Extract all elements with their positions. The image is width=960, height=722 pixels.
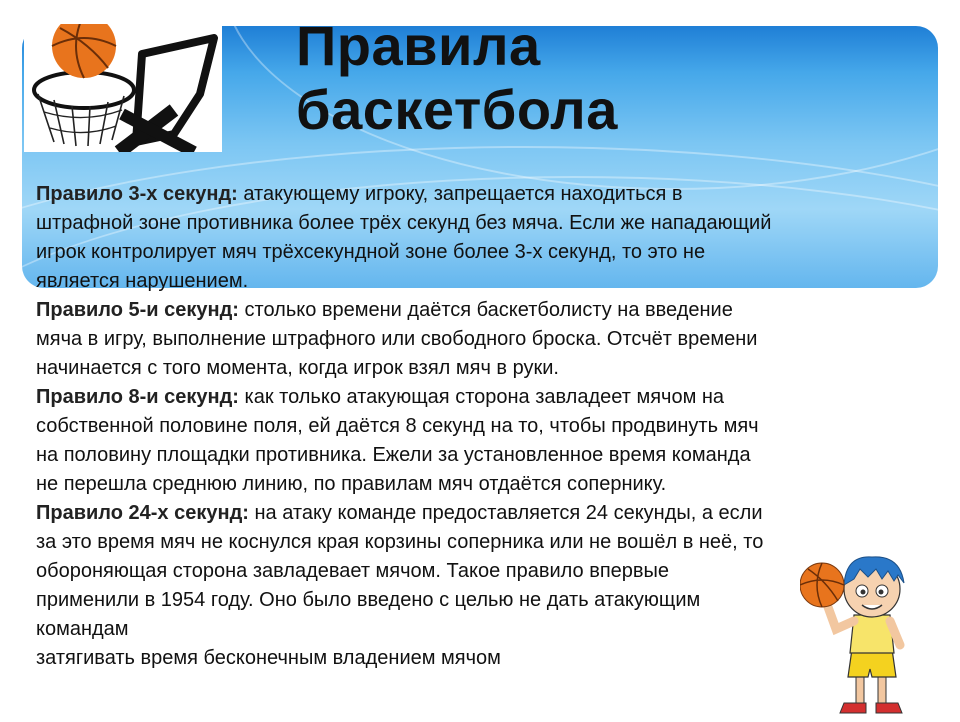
basketball-hoop-icon bbox=[24, 24, 222, 152]
rule-label: Правило 8-и секунд: bbox=[36, 386, 239, 408]
rule-label: Правило 3-х секунд: bbox=[36, 183, 238, 205]
page-title bbox=[296, 14, 618, 142]
rule-text: как только атакующая сторона завладеет мячом на собственной половине поля, ей даётся 8 секунд на то, чтобы продвинуть мяч на половину площадки противника. Ежели за установленное время команда не перешла среднюю линию, по правилам мяч отдаётся сопернику. bbox=[36, 386, 759, 495]
title-line-1: Правила bbox=[296, 14, 541, 77]
rule-text: столько времени даётся баскетболисту на введение мяча в игру, выполнение штрафного или свободного броска. Отсчёт времени начинается с того момента, когда игрок взял мяч в руки. bbox=[36, 299, 758, 379]
rule-label: Правило 5-и секунд: bbox=[36, 299, 239, 321]
rule-3-seconds bbox=[36, 180, 926, 296]
title-line-2: баскетбола bbox=[296, 78, 618, 141]
rules-text bbox=[36, 180, 926, 673]
rule-label: Правило 24-х секунд: bbox=[36, 502, 249, 524]
rule-24-seconds bbox=[36, 499, 926, 673]
rule-8-seconds bbox=[36, 383, 926, 499]
cartoon-basketball-boy bbox=[800, 545, 920, 717]
rule-text: атакующему игроку, запрещается находиться в штрафной зоне противника более трёх секунд без мяча. Если же нападающий игрок контролирует мяч трёхсекундной зоне более 3-х секунд, то это не является нарушением. bbox=[36, 183, 772, 292]
rule-5-seconds bbox=[36, 296, 926, 383]
rule-text: на атаку команде предоставляется 24 секунды, а если за это время мяч не коснулся края корзины соперника или не вошёл в неё, то обороняющая сторона завладевает мячом. Такое правило впервые применили в 1954 году. Оно было введено с целью не дать атакующим командам затягивать время бесконечным владением мячом bbox=[36, 502, 764, 669]
